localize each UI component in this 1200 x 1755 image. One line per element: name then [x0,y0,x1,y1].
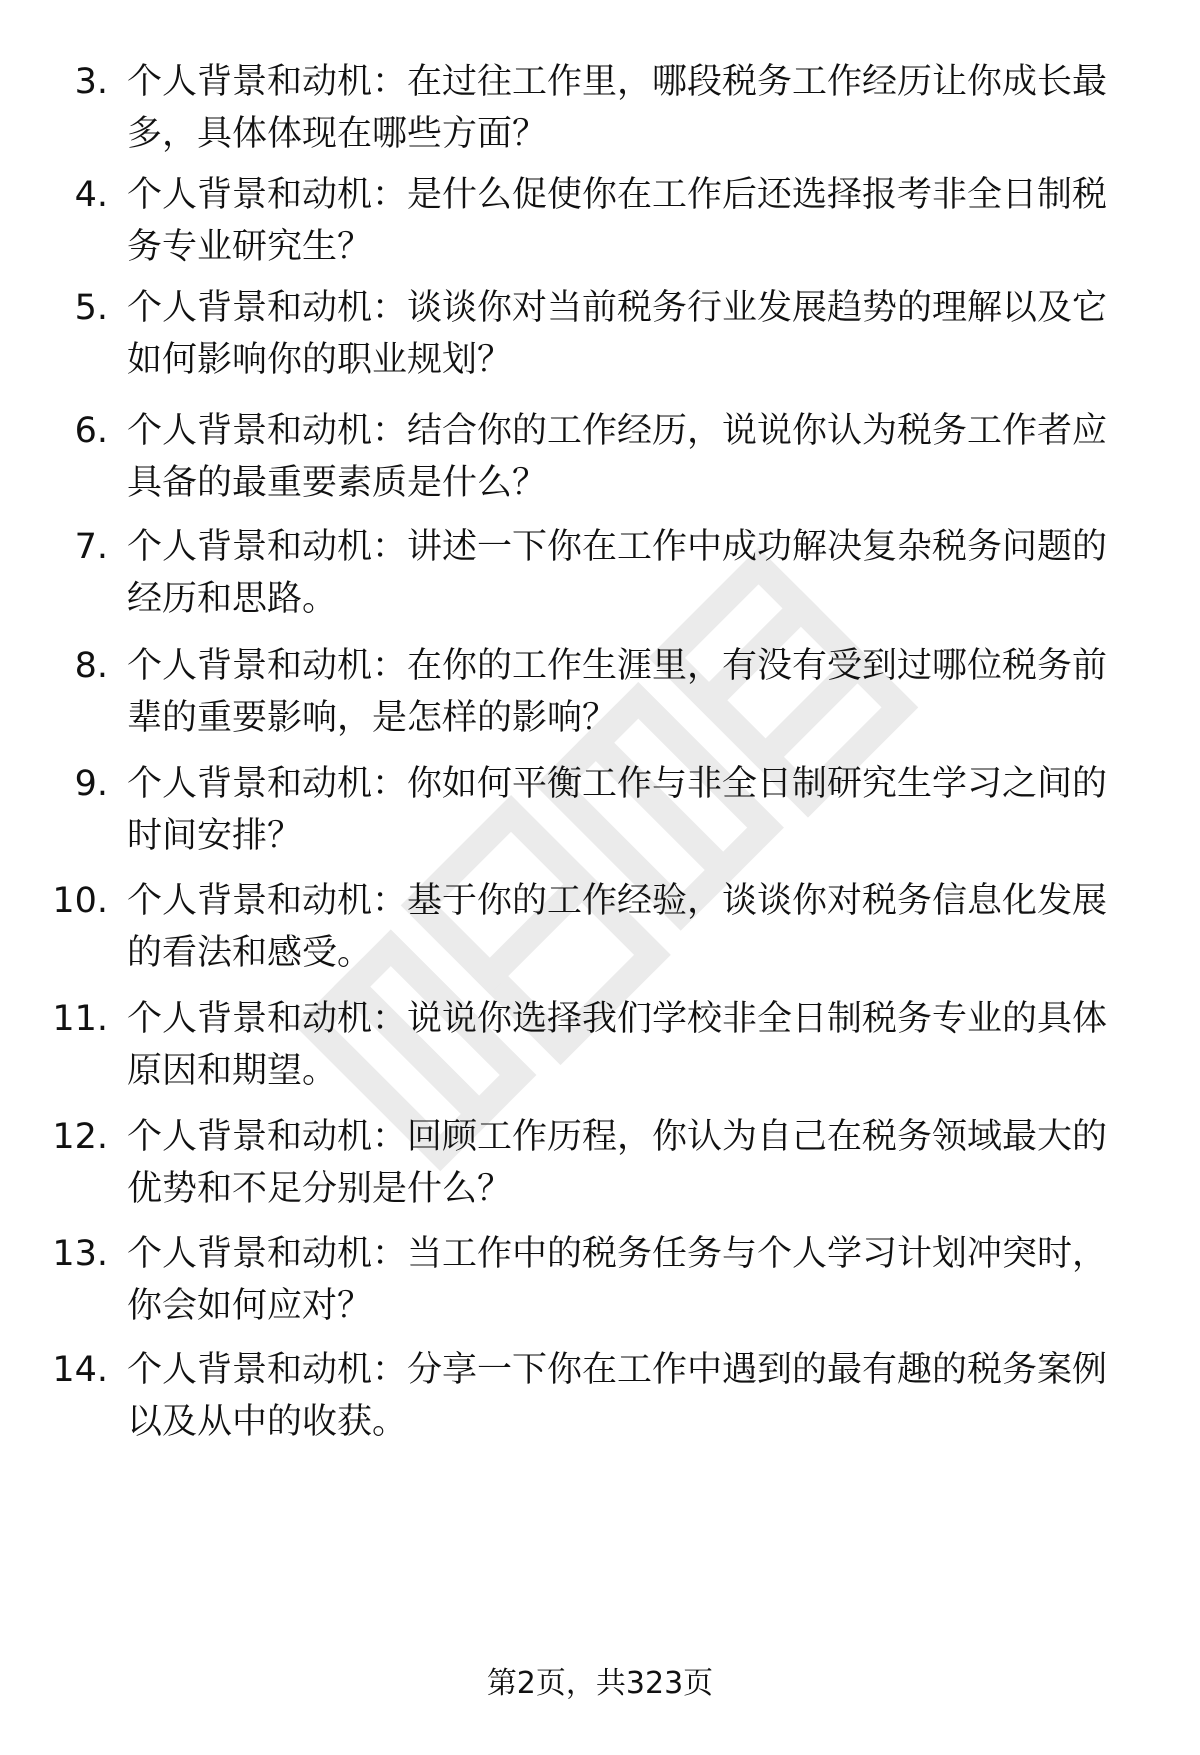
item-text [127,640,1137,744]
item-number: 3. [74,62,108,102]
item-number: 12. [52,1117,108,1157]
list-item [0,521,1200,621]
item-text-line: 个人背景和动机：在你的工作生涯里，有没有受到过哪位税务前 [127,646,1108,686]
item-text-line: 优势和不足分别是什么？ [127,1169,513,1209]
item-text-line: 经历和思路。 [127,579,338,619]
item-number: 10. [52,881,108,921]
item-text-line: 个人背景和动机：回顾工作历程，你认为自己在税务领域最大的 [127,1117,1108,1157]
item-text-line: 如何影响你的职业规划？ [127,340,513,380]
item-text [127,405,1137,509]
list-item [0,875,1200,975]
item-number: 4. [74,175,108,215]
item-number: 6. [74,411,108,451]
item-text-line: 辈的重要影响，是怎样的影响？ [127,698,618,738]
list-item [0,1228,1200,1328]
item-text [127,875,1137,979]
list-item [0,993,1200,1093]
list-item [0,1344,1200,1444]
list-item [0,758,1200,858]
item-text-line: 务专业研究生？ [127,227,373,267]
page-number-footer: 第2页，共323页 [486,1666,714,1701]
item-number: 11. [52,999,108,1039]
item-number: 14. [52,1350,108,1390]
list-item [0,282,1200,382]
item-text [127,1111,1137,1215]
item-text-line: 多，具体体现在哪些方面？ [127,114,548,154]
item-text-line: 原因和期望。 [127,1051,338,1091]
item-text-line: 个人背景和动机：谈谈你对当前税务行业发展趋势的理解以及它 [127,288,1108,328]
item-text-line: 你会如何应对？ [127,1286,373,1326]
list-item [0,56,1200,156]
item-text-line: 个人背景和动机：在过往工作里，哪段税务工作经历让你成长最 [127,62,1108,102]
item-number: 13. [52,1234,108,1274]
item-text [127,1344,1137,1448]
item-number: 9. [74,764,108,804]
item-text-line: 个人背景和动机：基于你的工作经验，谈谈你对税务信息化发展 [127,881,1108,921]
item-text-line: 个人背景和动机：讲述一下你在工作中成功解决复杂税务问题的 [127,527,1108,567]
item-text-line: 个人背景和动机：当工作中的税务任务与个人学习计划冲突时， [127,1234,1108,1274]
item-text [127,282,1137,386]
item-text-line: 时间安排？ [127,816,303,856]
item-text-line: 个人背景和动机：说说你选择我们学校非全日制税务专业的具体 [127,999,1108,1039]
item-text [127,169,1137,273]
item-text-line: 以及从中的收获。 [127,1402,408,1442]
item-text-line: 具备的最重要素质是什么？ [127,463,548,503]
item-text [127,758,1137,862]
item-text [127,993,1137,1097]
item-text-line: 个人背景和动机：是什么促使你在工作后还选择报考非全日制税 [127,175,1108,215]
item-text [127,521,1137,625]
list-item [0,1111,1200,1211]
item-number: 5. [74,288,108,328]
item-number: 8. [74,646,108,686]
item-text-line: 个人背景和动机：结合你的工作经历，说说你认为税务工作者应 [127,411,1108,451]
item-text-line: 个人背景和动机：分享一下你在工作中遇到的最有趣的税务案例 [127,1350,1108,1390]
item-text-line: 的看法和感受。 [127,933,373,973]
item-text [127,56,1137,160]
list-item [0,169,1200,269]
item-text [127,1228,1137,1332]
item-number: 7. [74,527,108,567]
list-item [0,405,1200,505]
item-text-line: 个人背景和动机：你如何平衡工作与非全日制研究生学习之间的 [127,764,1108,804]
list-item [0,640,1200,740]
